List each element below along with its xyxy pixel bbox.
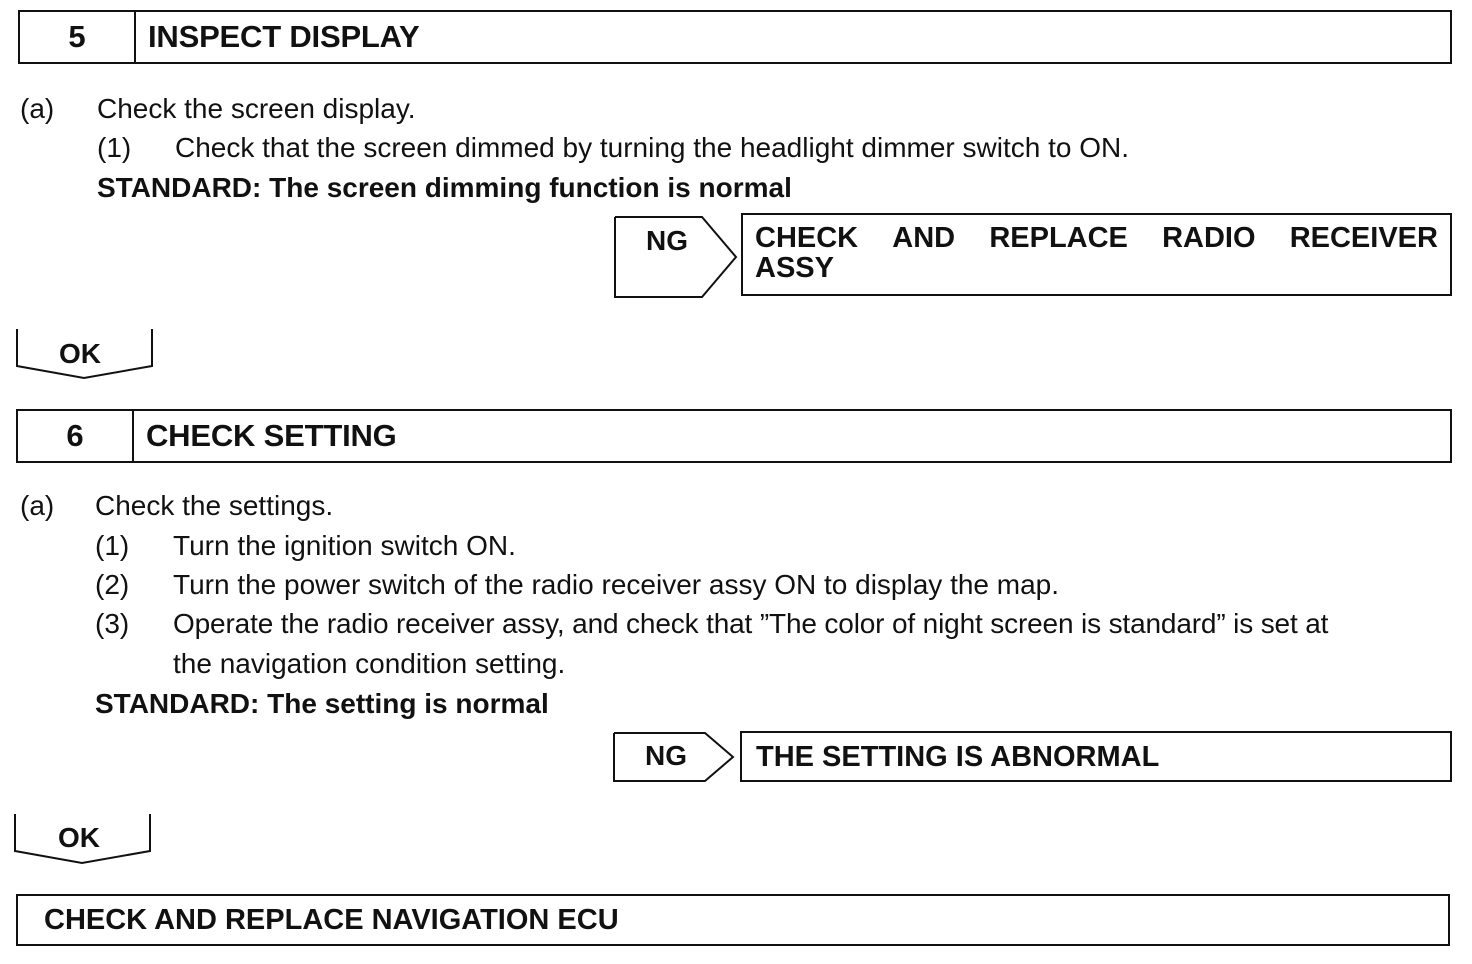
ng-result-word: REPLACE [989,222,1128,254]
ng-result-word: RADIO [1162,222,1256,254]
item-marker: (a) [20,490,55,521]
ng-result-line1 [755,223,1438,253]
step-6-header [16,409,1452,463]
step-5-header [18,10,1452,64]
ng-result-word: RECEIVER [1289,222,1438,254]
step-number: 5 [20,12,136,62]
sub-item-marker: (1) [97,132,132,163]
sub-item-marker: (3) [95,608,130,639]
ng-result-word: CHECK [755,222,859,254]
sub-item-text: Turn the ignition switch ON. [173,530,516,561]
step-number: 6 [18,411,134,461]
final-action-box: CHECK AND REPLACE NAVIGATION ECU [16,894,1450,946]
ng-label: NG [646,225,688,256]
ng-label: NG [645,740,687,771]
sub-item-marker: (2) [95,569,130,600]
standard-text: STANDARD: The setting is normal [95,688,549,719]
sub-item-text-cont: the navigation condition setting. [173,648,566,679]
step-title: CHECK SETTING [146,418,397,453]
sub-item-text: Check that the screen dimmed by turning the headlight dimmer switch to ON. [175,132,1129,163]
item-text: Check the screen display. [97,93,416,124]
item-text: Check the settings. [95,490,334,521]
sub-item-text: Operate the radio receiver assy, and check that ”The color of night screen is standard” is set at [173,608,1329,639]
ng-result-box [741,213,1452,296]
ok-label: OK [58,822,100,853]
ng-result-box: THE SETTING IS ABNORMAL [740,731,1452,782]
item-marker: (a) [20,93,55,124]
step-title: INSPECT DISPLAY [148,19,420,54]
standard-text: STANDARD: The screen dimming function is normal [97,172,792,203]
ng-result-word: AND [892,222,956,254]
ng-result-line2: ASSY [755,252,834,284]
sub-item-text: Turn the power switch of the radio receiver assy ON to display the map. [173,569,1060,600]
sub-item-marker: (1) [95,530,130,561]
ok-label: OK [59,338,101,369]
